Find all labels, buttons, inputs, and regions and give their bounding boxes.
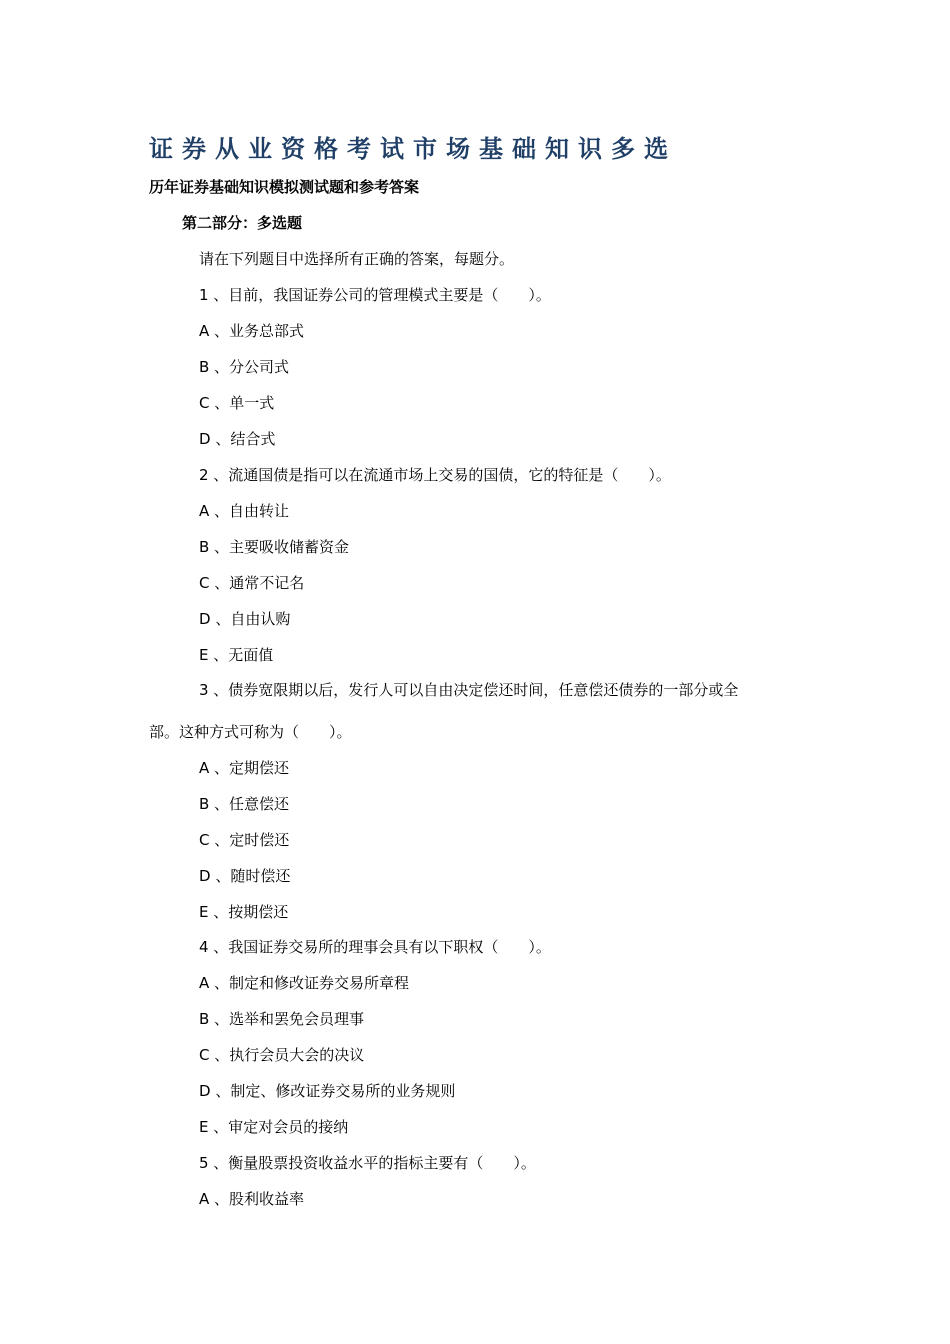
q4-option-b: B 、选举和罢免会员理事 [199, 1010, 365, 1028]
q1-option-d: D 、结合式 [199, 430, 276, 448]
q2-option-d: D 、自由认购 [199, 610, 291, 628]
q4-option-c: C 、执行会员大会的决议 [199, 1046, 365, 1064]
question-4: 4 、我国证券交易所的理事会具有以下职权（ ）。 [199, 938, 551, 956]
question-3: 3 、债券宽限期以后，发行人可以自由决定偿还时间，任意偿还债券的一部分或全 [199, 681, 739, 699]
question-3-continued: 部。这种方式可称为（ ）。 [149, 723, 352, 741]
q1-option-b: B 、分公司式 [199, 358, 290, 376]
question-1: 1 、目前，我国证券公司的管理模式主要是（ ）。 [199, 286, 551, 304]
q5-option-a: A 、股利收益率 [199, 1190, 305, 1208]
q4-option-a: A 、制定和修改证券交易所章程 [199, 974, 410, 992]
q2-option-c: C 、通常不记名 [199, 574, 305, 592]
q3-option-c: C 、定时偿还 [199, 831, 290, 849]
q3-option-d: D 、随时偿还 [199, 867, 291, 885]
question-2: 2 、流通国债是指可以在流通市场上交易的国债，它的特征是（ ）。 [199, 466, 671, 484]
q3-option-b: B 、任意偿还 [199, 795, 290, 813]
section-heading: 第二部分：多选题 [182, 214, 303, 232]
q2-option-a: A 、自由转让 [199, 502, 290, 520]
q2-option-b: B 、主要吸收储蓄资金 [199, 538, 350, 556]
q3-option-a: A 、定期偿还 [199, 759, 290, 777]
q3-option-e: E 、按期偿还 [199, 903, 289, 921]
instruction-text: 请在下列题目中选择所有正确的答案，每题分。 [199, 250, 515, 268]
q1-option-a: A 、业务总部式 [199, 322, 305, 340]
q4-option-e: E 、审定对会员的接纳 [199, 1118, 349, 1136]
page-subtitle: 历年证券基础知识模拟测试题和参考答案 [149, 178, 420, 196]
question-5: 5 、衡量股票投资收益水平的指标主要有（ ）。 [199, 1154, 536, 1172]
q2-option-e: E 、无面值 [199, 646, 274, 664]
q1-option-c: C 、单一式 [199, 394, 275, 412]
page-title: 证券从业资格考试市场基础知识多选 [149, 135, 677, 163]
q4-option-d: D 、制定、修改证券交易所的业务规则 [199, 1082, 456, 1100]
